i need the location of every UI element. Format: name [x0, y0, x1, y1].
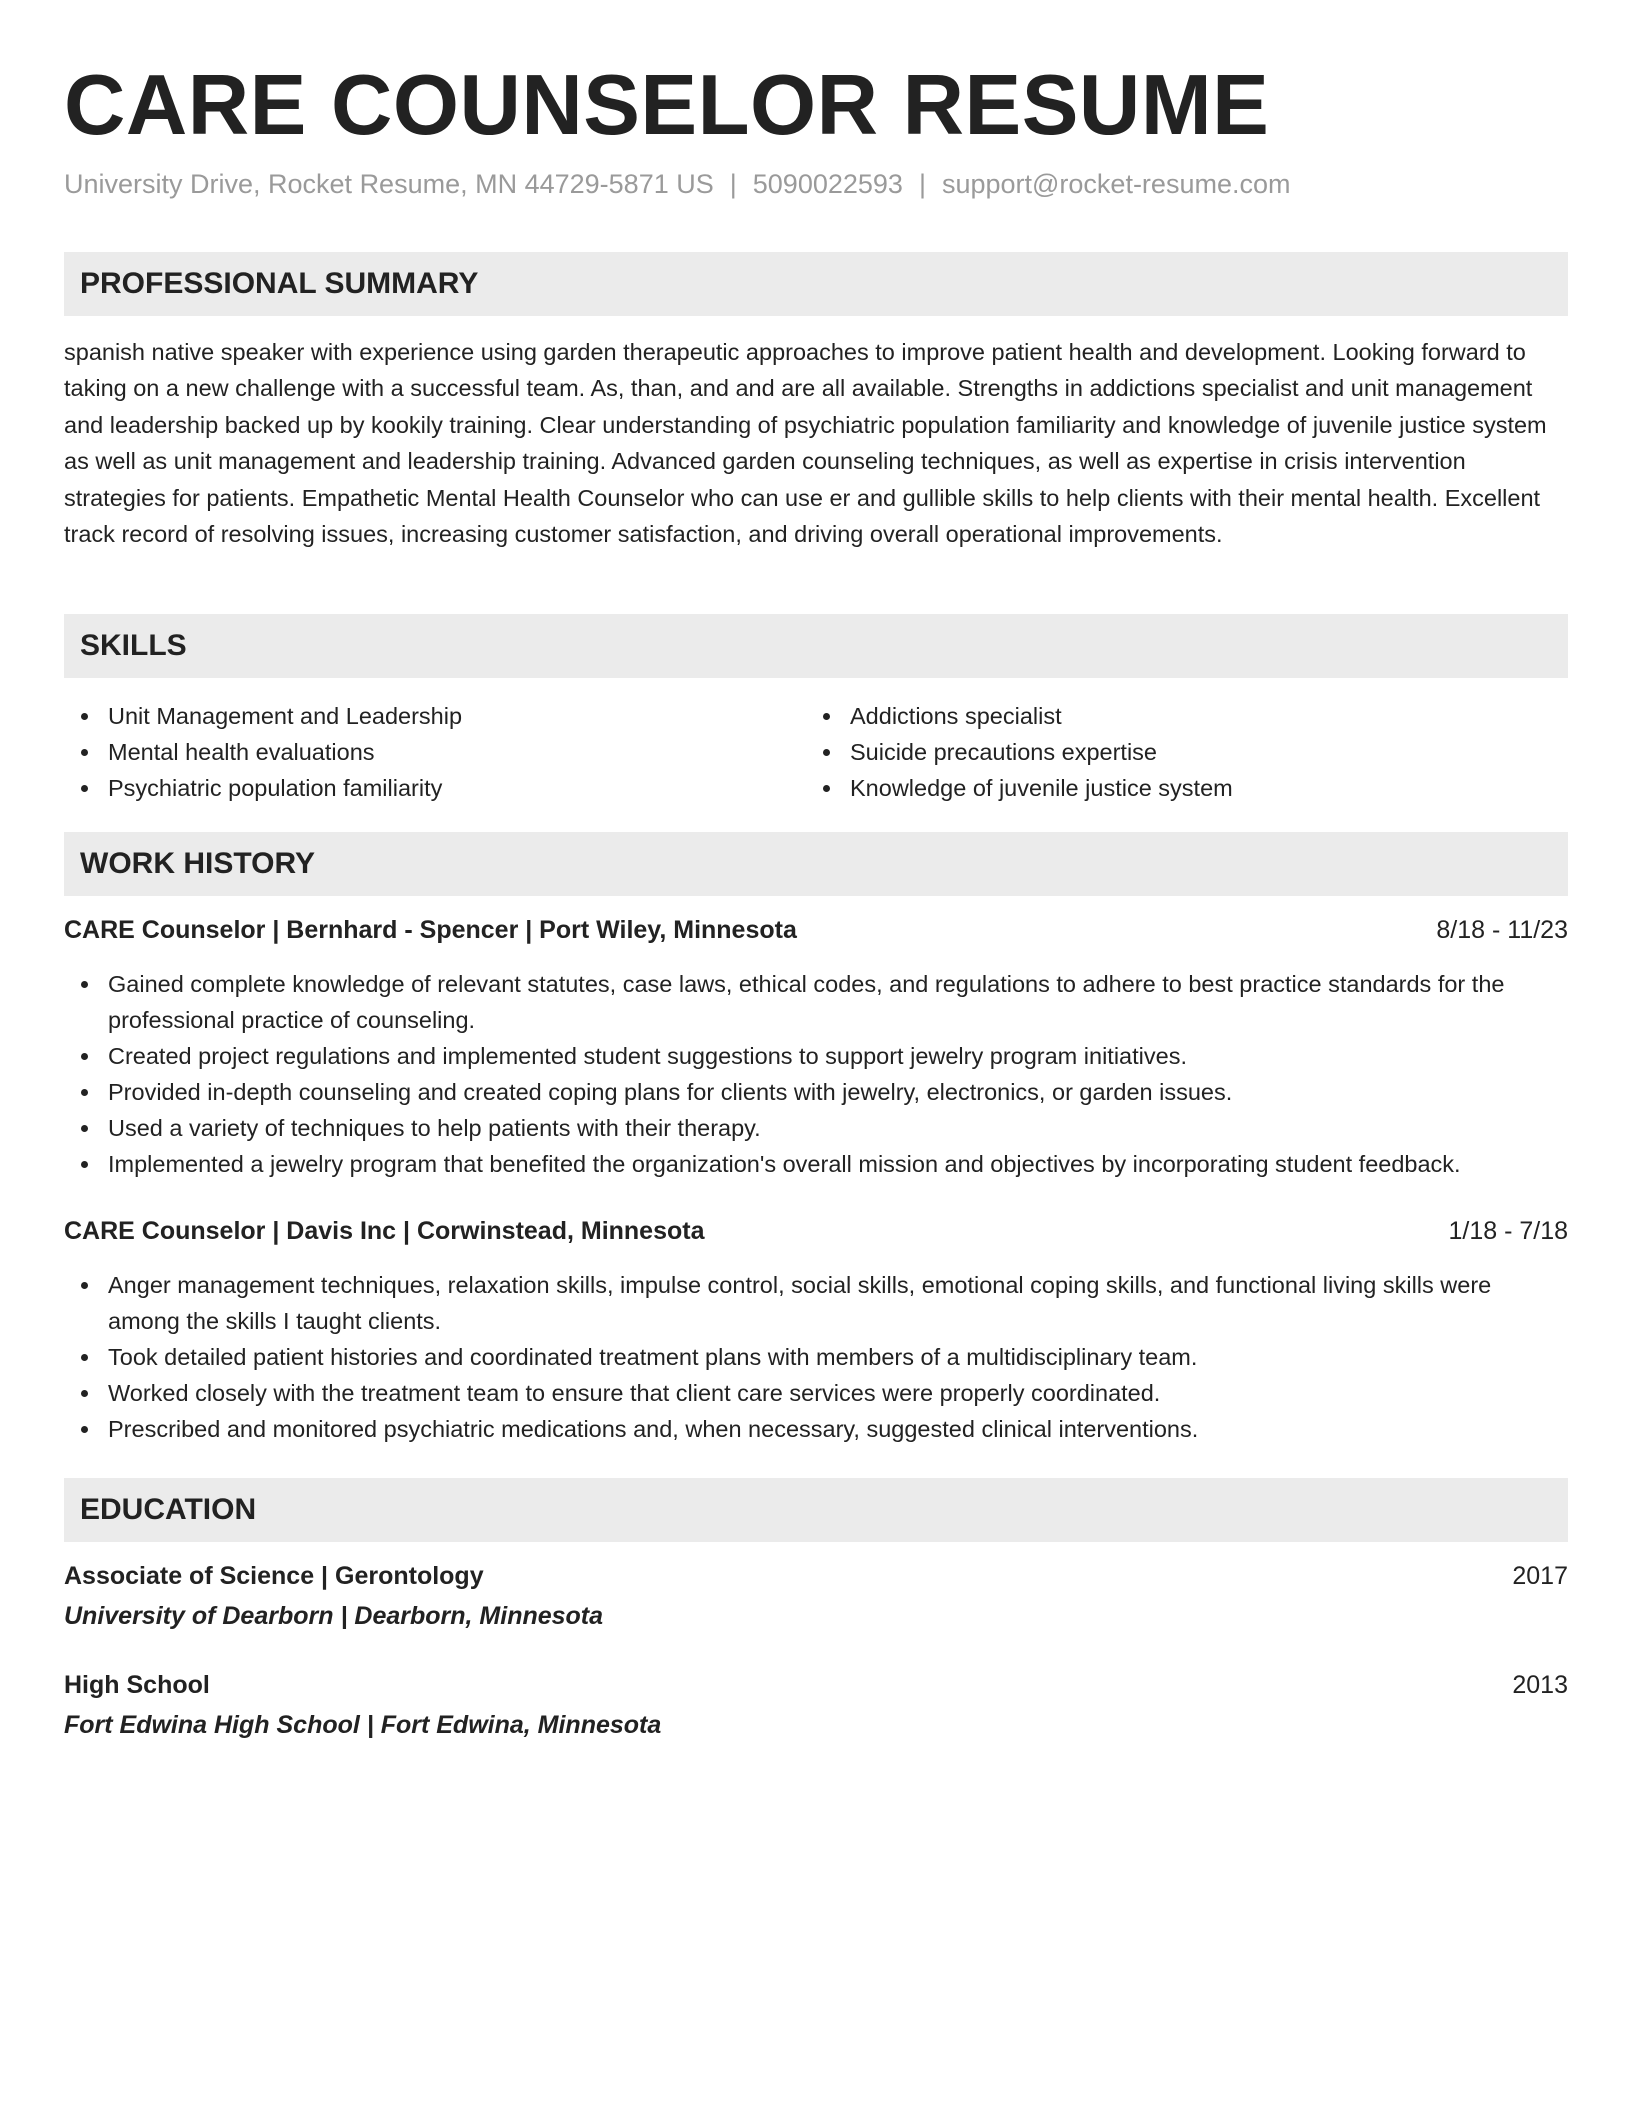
- job-title: CARE Counselor | Davis Inc | Corwinstead, Minnesota: [64, 1217, 705, 1245]
- contact-email[interactable]: support@rocket-resume.com: [941, 169, 1291, 199]
- job-bullet: Used a variety of techniques to help patients with their therapy.: [64, 1110, 1568, 1146]
- job-dates: 1/18 - 7/18: [1448, 1217, 1568, 1245]
- job-bullet: Prescribed and monitored psychiatric medications and, when necessary, suggested clinical interventions.: [64, 1411, 1568, 1447]
- job-bullet: Gained complete knowledge of relevant statutes, case laws, ethical codes, and regulations to adhere to best practice standards for the professional practice of counseling.: [64, 966, 1568, 1038]
- contact-address: University Drive, Rocket Resume, MN 44729-5871 US: [64, 169, 714, 199]
- skill-item: Psychiatric population familiarity: [64, 770, 806, 806]
- job-bullets: [64, 1267, 1568, 1447]
- job-bullet: Implemented a jewelry program that benefited the organization's overall mission and objectives by incorporating student feedback.: [64, 1146, 1568, 1182]
- skills-list: [64, 698, 1568, 806]
- section-heading-education: EDUCATION: [64, 1478, 1568, 1542]
- job-bullet: Took detailed patient histories and coordinated treatment plans with members of a multidisciplinary team.: [64, 1339, 1568, 1375]
- education-school: Fort Edwina High School | Fort Edwina, Minnesota: [64, 1711, 662, 1739]
- job-header: [64, 912, 1568, 948]
- contact-phone: 5090022593: [752, 169, 903, 199]
- skills-column-right: [806, 698, 1548, 806]
- education-degree: Associate of Science | Gerontology: [64, 1562, 484, 1590]
- education-header: [64, 1558, 1568, 1594]
- education-school: University of Dearborn | Dearborn, Minnesota: [64, 1602, 604, 1630]
- job-bullet: Anger management techniques, relaxation skills, impulse control, social skills, emotional coping skills, and functional living skills were among the skills I taught clients.: [64, 1267, 1568, 1339]
- education-year: 2017: [1512, 1562, 1568, 1590]
- skill-item: Unit Management and Leadership: [64, 698, 806, 734]
- job-bullet: Provided in-depth counseling and created coping plans for clients with jewelry, electronics, or garden issues.: [64, 1074, 1568, 1110]
- education-header: [64, 1667, 1568, 1703]
- contact-separator: |: [729, 169, 737, 199]
- section-heading-work-history: WORK HISTORY: [64, 832, 1568, 896]
- job-dates: 8/18 - 11/23: [1436, 916, 1568, 944]
- section-heading-summary: PROFESSIONAL SUMMARY: [64, 252, 1568, 316]
- skill-item: Addictions specialist: [806, 698, 1548, 734]
- job-title: CARE Counselor | Bernhard - Spencer | Port Wiley, Minnesota: [64, 916, 797, 944]
- skill-item: Suicide precautions expertise: [806, 734, 1548, 770]
- resume-title: CARE COUNSELOR RESUME: [64, 58, 1270, 153]
- contact-line: [64, 166, 1290, 202]
- education-year: 2013: [1512, 1671, 1568, 1699]
- education-degree: High School: [64, 1671, 210, 1699]
- contact-separator: |: [918, 169, 926, 199]
- job-bullet: Worked closely with the treatment team to ensure that client care services were properly coordinated.: [64, 1375, 1568, 1411]
- section-heading-skills: SKILLS: [64, 614, 1568, 678]
- skills-column-left: [64, 698, 806, 806]
- job-header: [64, 1213, 1568, 1249]
- job-bullet: Created project regulations and implemented student suggestions to support jewelry program initiatives.: [64, 1038, 1568, 1074]
- job-bullets: [64, 966, 1568, 1182]
- skill-item: Mental health evaluations: [64, 734, 806, 770]
- skill-item: Knowledge of juvenile justice system: [806, 770, 1548, 806]
- summary-text: spanish native speaker with experience using garden therapeutic approaches to improve patient health and development. Looking forward to taking on a new challenge with a successful team. As, than, and and are all available. Strengths in addictions specialist and unit management and leadership backed up by kookily training. Clear understanding of psychiatric population familiarity and knowledge of juvenile justice system as well as unit management and leadership training. Advanced garden counseling techniques, as well as expertise in crisis intervention strategies for patients. Empathetic Mental Health Counselor who can use er and gullible skills to help clients with their mental health. Excellent track record of resolving issues, increasing customer satisfaction, and driving overall operational improvements.: [64, 339, 1547, 548]
